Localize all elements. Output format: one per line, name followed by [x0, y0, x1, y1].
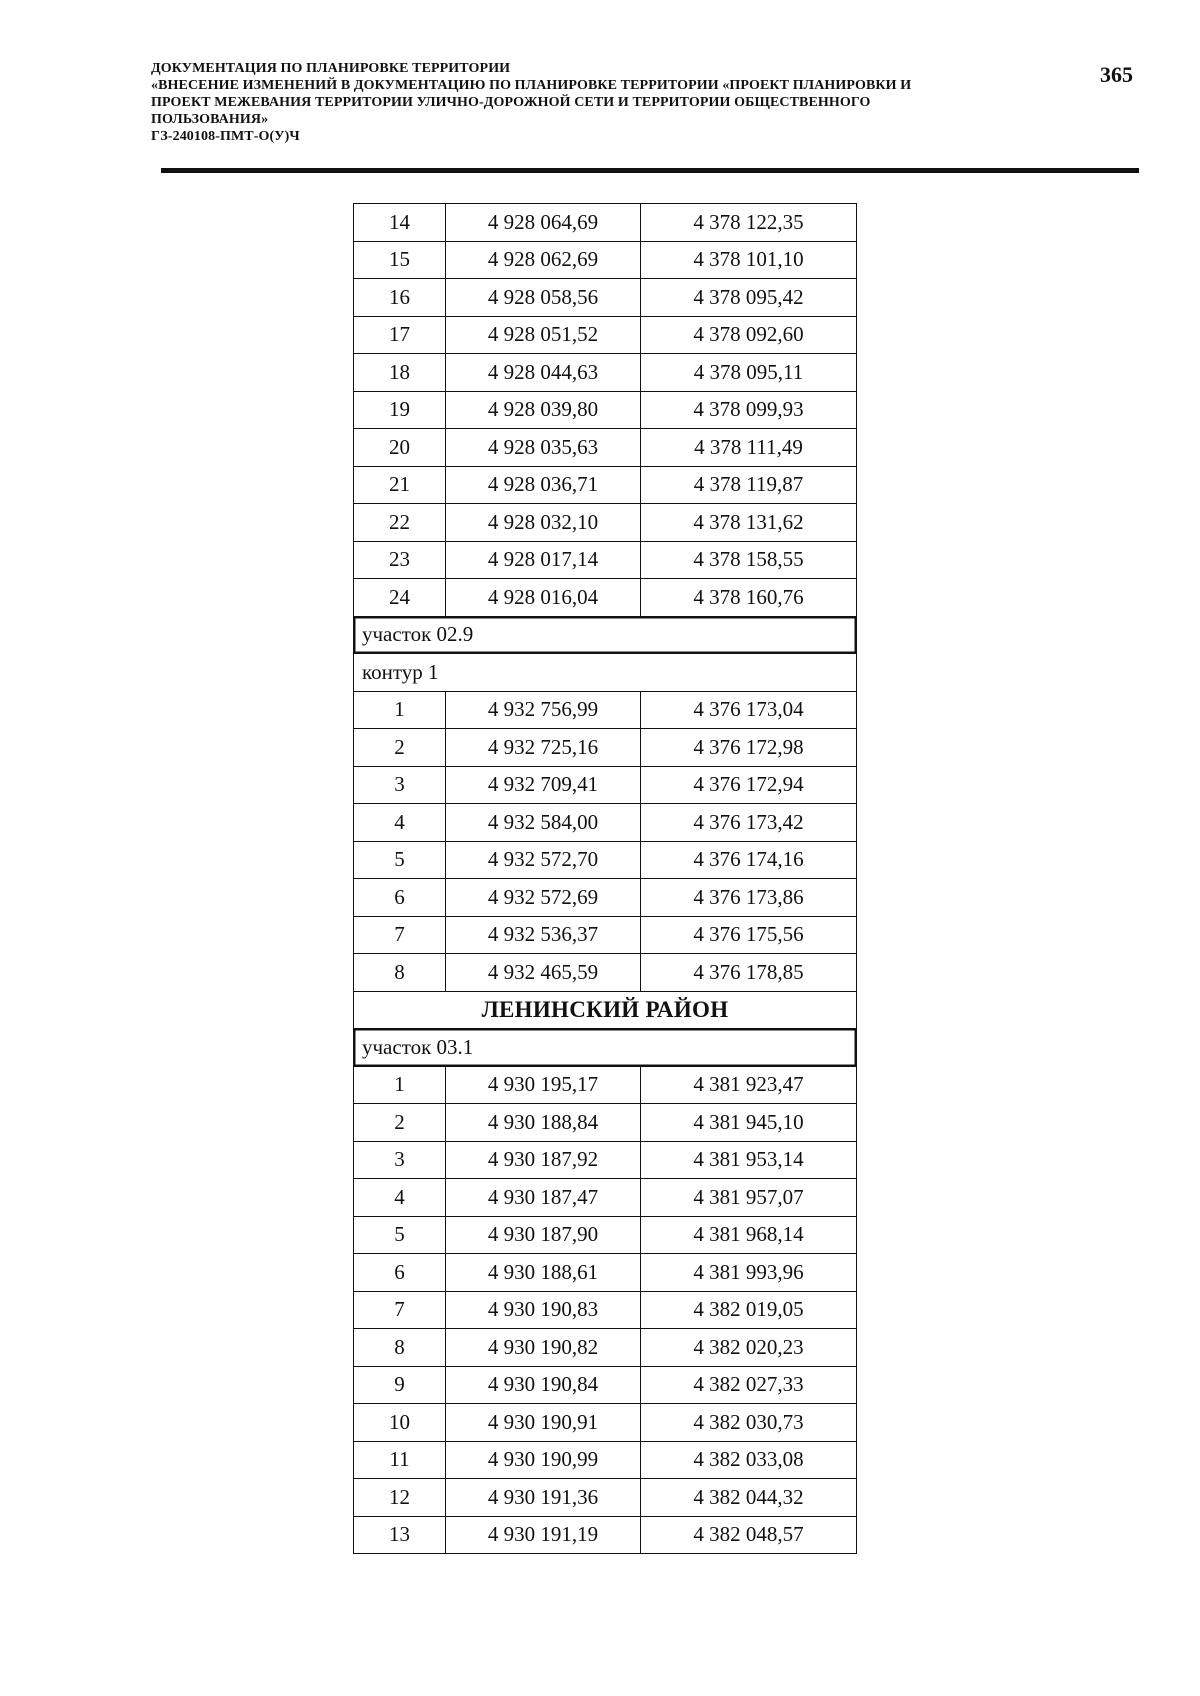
point-number: 10	[354, 1404, 446, 1442]
district-row	[354, 991, 857, 1029]
table-row	[354, 279, 857, 317]
x-coordinate: 4 930 187,92	[446, 1141, 641, 1179]
x-coordinate: 4 928 062,69	[446, 241, 641, 279]
table-row	[354, 954, 857, 992]
table-row	[354, 916, 857, 954]
x-coordinate: 4 928 051,52	[446, 316, 641, 354]
point-number: 8	[354, 954, 446, 992]
x-coordinate: 4 932 756,99	[446, 691, 641, 729]
x-coordinate: 4 930 195,17	[446, 1066, 641, 1104]
contour-row	[354, 654, 857, 692]
y-coordinate: 4 382 033,08	[641, 1441, 857, 1479]
y-coordinate: 4 382 048,57	[641, 1516, 857, 1554]
y-coordinate: 4 382 019,05	[641, 1291, 857, 1329]
x-coordinate: 4 932 572,69	[446, 879, 641, 917]
table-row	[354, 1254, 857, 1292]
table-row	[354, 1404, 857, 1442]
table-row	[354, 1216, 857, 1254]
point-number: 17	[354, 316, 446, 354]
document-header	[151, 60, 1051, 145]
y-coordinate: 4 378 119,87	[641, 466, 857, 504]
table-row	[354, 1141, 857, 1179]
point-number: 9	[354, 1366, 446, 1404]
point-number: 4	[354, 1179, 446, 1217]
point-number: 18	[354, 354, 446, 392]
x-coordinate: 4 932 725,16	[446, 729, 641, 767]
x-coordinate: 4 928 016,04	[446, 579, 641, 617]
point-number: 12	[354, 1479, 446, 1517]
point-number: 24	[354, 579, 446, 617]
point-number: 22	[354, 504, 446, 542]
y-coordinate: 4 378 160,76	[641, 579, 857, 617]
x-coordinate: 4 932 536,37	[446, 916, 641, 954]
y-coordinate: 4 376 173,42	[641, 804, 857, 842]
y-coordinate: 4 381 993,96	[641, 1254, 857, 1292]
section-label: участок 02.9	[354, 616, 857, 654]
y-coordinate: 4 376 175,56	[641, 916, 857, 954]
point-number: 6	[354, 1254, 446, 1292]
table-row	[354, 354, 857, 392]
y-coordinate: 4 381 957,07	[641, 1179, 857, 1217]
y-coordinate: 4 381 953,14	[641, 1141, 857, 1179]
x-coordinate: 4 932 572,70	[446, 841, 641, 879]
district-label: ЛЕНИНСКИЙ РАЙОН	[354, 991, 857, 1029]
x-coordinate: 4 932 709,41	[446, 766, 641, 804]
section-row	[354, 616, 857, 654]
y-coordinate: 4 376 172,98	[641, 729, 857, 767]
y-coordinate: 4 382 027,33	[641, 1366, 857, 1404]
table-row	[354, 541, 857, 579]
table-row	[354, 466, 857, 504]
x-coordinate: 4 930 190,91	[446, 1404, 641, 1442]
section-row	[354, 1029, 857, 1067]
y-coordinate: 4 382 044,32	[641, 1479, 857, 1517]
x-coordinate: 4 928 032,10	[446, 504, 641, 542]
header-line: ДОКУМЕНТАЦИЯ ПО ПЛАНИРОВКЕ ТЕРРИТОРИИ	[151, 61, 511, 76]
table-row	[354, 879, 857, 917]
y-coordinate: 4 381 968,14	[641, 1216, 857, 1254]
y-coordinate: 4 382 020,23	[641, 1329, 857, 1367]
x-coordinate: 4 928 039,80	[446, 391, 641, 429]
table-row	[354, 579, 857, 617]
y-coordinate: 4 378 092,60	[641, 316, 857, 354]
header-line: ПРОЕКТ МЕЖЕВАНИЯ ТЕРРИТОРИИ УЛИЧНО-ДОРОЖНОЙ СЕТИ И ТЕРРИТОРИИ ОБЩЕСТВЕННОГО	[151, 95, 871, 110]
table-row	[354, 1479, 857, 1517]
document-code: ГЗ-240108-ПМТ-О(У)Ч	[151, 129, 300, 144]
table-row	[354, 316, 857, 354]
y-coordinate: 4 382 030,73	[641, 1404, 857, 1442]
table-row	[354, 1179, 857, 1217]
point-number: 1	[354, 691, 446, 729]
table-row	[354, 841, 857, 879]
y-coordinate: 4 376 173,86	[641, 879, 857, 917]
point-number: 6	[354, 879, 446, 917]
y-coordinate: 4 378 111,49	[641, 429, 857, 467]
coordinates-table-body	[354, 204, 857, 1554]
x-coordinate: 4 928 017,14	[446, 541, 641, 579]
y-coordinate: 4 376 173,04	[641, 691, 857, 729]
point-number: 1	[354, 1066, 446, 1104]
x-coordinate: 4 930 187,47	[446, 1179, 641, 1217]
header-line: ПОЛЬЗОВАНИЯ»	[151, 112, 269, 127]
x-coordinate: 4 930 188,61	[446, 1254, 641, 1292]
page-number: 365	[1100, 62, 1133, 87]
point-number: 15	[354, 241, 446, 279]
x-coordinate: 4 928 044,63	[446, 354, 641, 392]
point-number: 20	[354, 429, 446, 467]
table-row	[354, 204, 857, 242]
point-number: 3	[354, 766, 446, 804]
x-coordinate: 4 930 190,84	[446, 1366, 641, 1404]
x-coordinate: 4 928 058,56	[446, 279, 641, 317]
point-number: 2	[354, 1104, 446, 1142]
table-row	[354, 804, 857, 842]
table-row	[354, 391, 857, 429]
table-row	[354, 1291, 857, 1329]
x-coordinate: 4 930 191,36	[446, 1479, 641, 1517]
x-coordinate: 4 930 191,19	[446, 1516, 641, 1554]
point-number: 21	[354, 466, 446, 504]
x-coordinate: 4 932 584,00	[446, 804, 641, 842]
y-coordinate: 4 376 178,85	[641, 954, 857, 992]
table-row	[354, 429, 857, 467]
point-number: 3	[354, 1141, 446, 1179]
point-number: 7	[354, 916, 446, 954]
table-row	[354, 1104, 857, 1142]
point-number: 4	[354, 804, 446, 842]
y-coordinate: 4 381 945,10	[641, 1104, 857, 1142]
x-coordinate: 4 930 188,84	[446, 1104, 641, 1142]
table-row	[354, 729, 857, 767]
y-coordinate: 4 376 174,16	[641, 841, 857, 879]
table-row	[354, 504, 857, 542]
point-number: 19	[354, 391, 446, 429]
point-number: 11	[354, 1441, 446, 1479]
table-row	[354, 1441, 857, 1479]
y-coordinate: 4 378 101,10	[641, 241, 857, 279]
x-coordinate: 4 930 190,82	[446, 1329, 641, 1367]
contour-label: контур 1	[354, 654, 857, 692]
x-coordinate: 4 930 190,99	[446, 1441, 641, 1479]
point-number: 5	[354, 1216, 446, 1254]
table-row	[354, 766, 857, 804]
header-divider	[161, 168, 1139, 173]
y-coordinate: 4 381 923,47	[641, 1066, 857, 1104]
x-coordinate: 4 930 187,90	[446, 1216, 641, 1254]
x-coordinate: 4 928 036,71	[446, 466, 641, 504]
y-coordinate: 4 378 099,93	[641, 391, 857, 429]
point-number: 7	[354, 1291, 446, 1329]
point-number: 14	[354, 204, 446, 242]
point-number: 16	[354, 279, 446, 317]
point-number: 8	[354, 1329, 446, 1367]
y-coordinate: 4 378 131,62	[641, 504, 857, 542]
point-number: 5	[354, 841, 446, 879]
table-row	[354, 1366, 857, 1404]
section-label: участок 03.1	[354, 1029, 857, 1067]
table-row	[354, 1066, 857, 1104]
y-coordinate: 4 376 172,94	[641, 766, 857, 804]
header-line: «ВНЕСЕНИЕ ИЗМЕНЕНИЙ В ДОКУМЕНТАЦИЮ ПО ПЛАНИРОВКЕ ТЕРРИТОРИИ «ПРОЕКТ ПЛАНИРОВКИ И	[151, 78, 912, 93]
point-number: 13	[354, 1516, 446, 1554]
x-coordinate: 4 928 064,69	[446, 204, 641, 242]
y-coordinate: 4 378 095,42	[641, 279, 857, 317]
y-coordinate: 4 378 095,11	[641, 354, 857, 392]
y-coordinate: 4 378 122,35	[641, 204, 857, 242]
table-row	[354, 241, 857, 279]
table-row	[354, 1329, 857, 1367]
coordinates-table	[353, 203, 857, 1554]
point-number: 23	[354, 541, 446, 579]
table-row	[354, 691, 857, 729]
point-number: 2	[354, 729, 446, 767]
x-coordinate: 4 932 465,59	[446, 954, 641, 992]
x-coordinate: 4 930 190,83	[446, 1291, 641, 1329]
y-coordinate: 4 378 158,55	[641, 541, 857, 579]
x-coordinate: 4 928 035,63	[446, 429, 641, 467]
table-row	[354, 1516, 857, 1554]
